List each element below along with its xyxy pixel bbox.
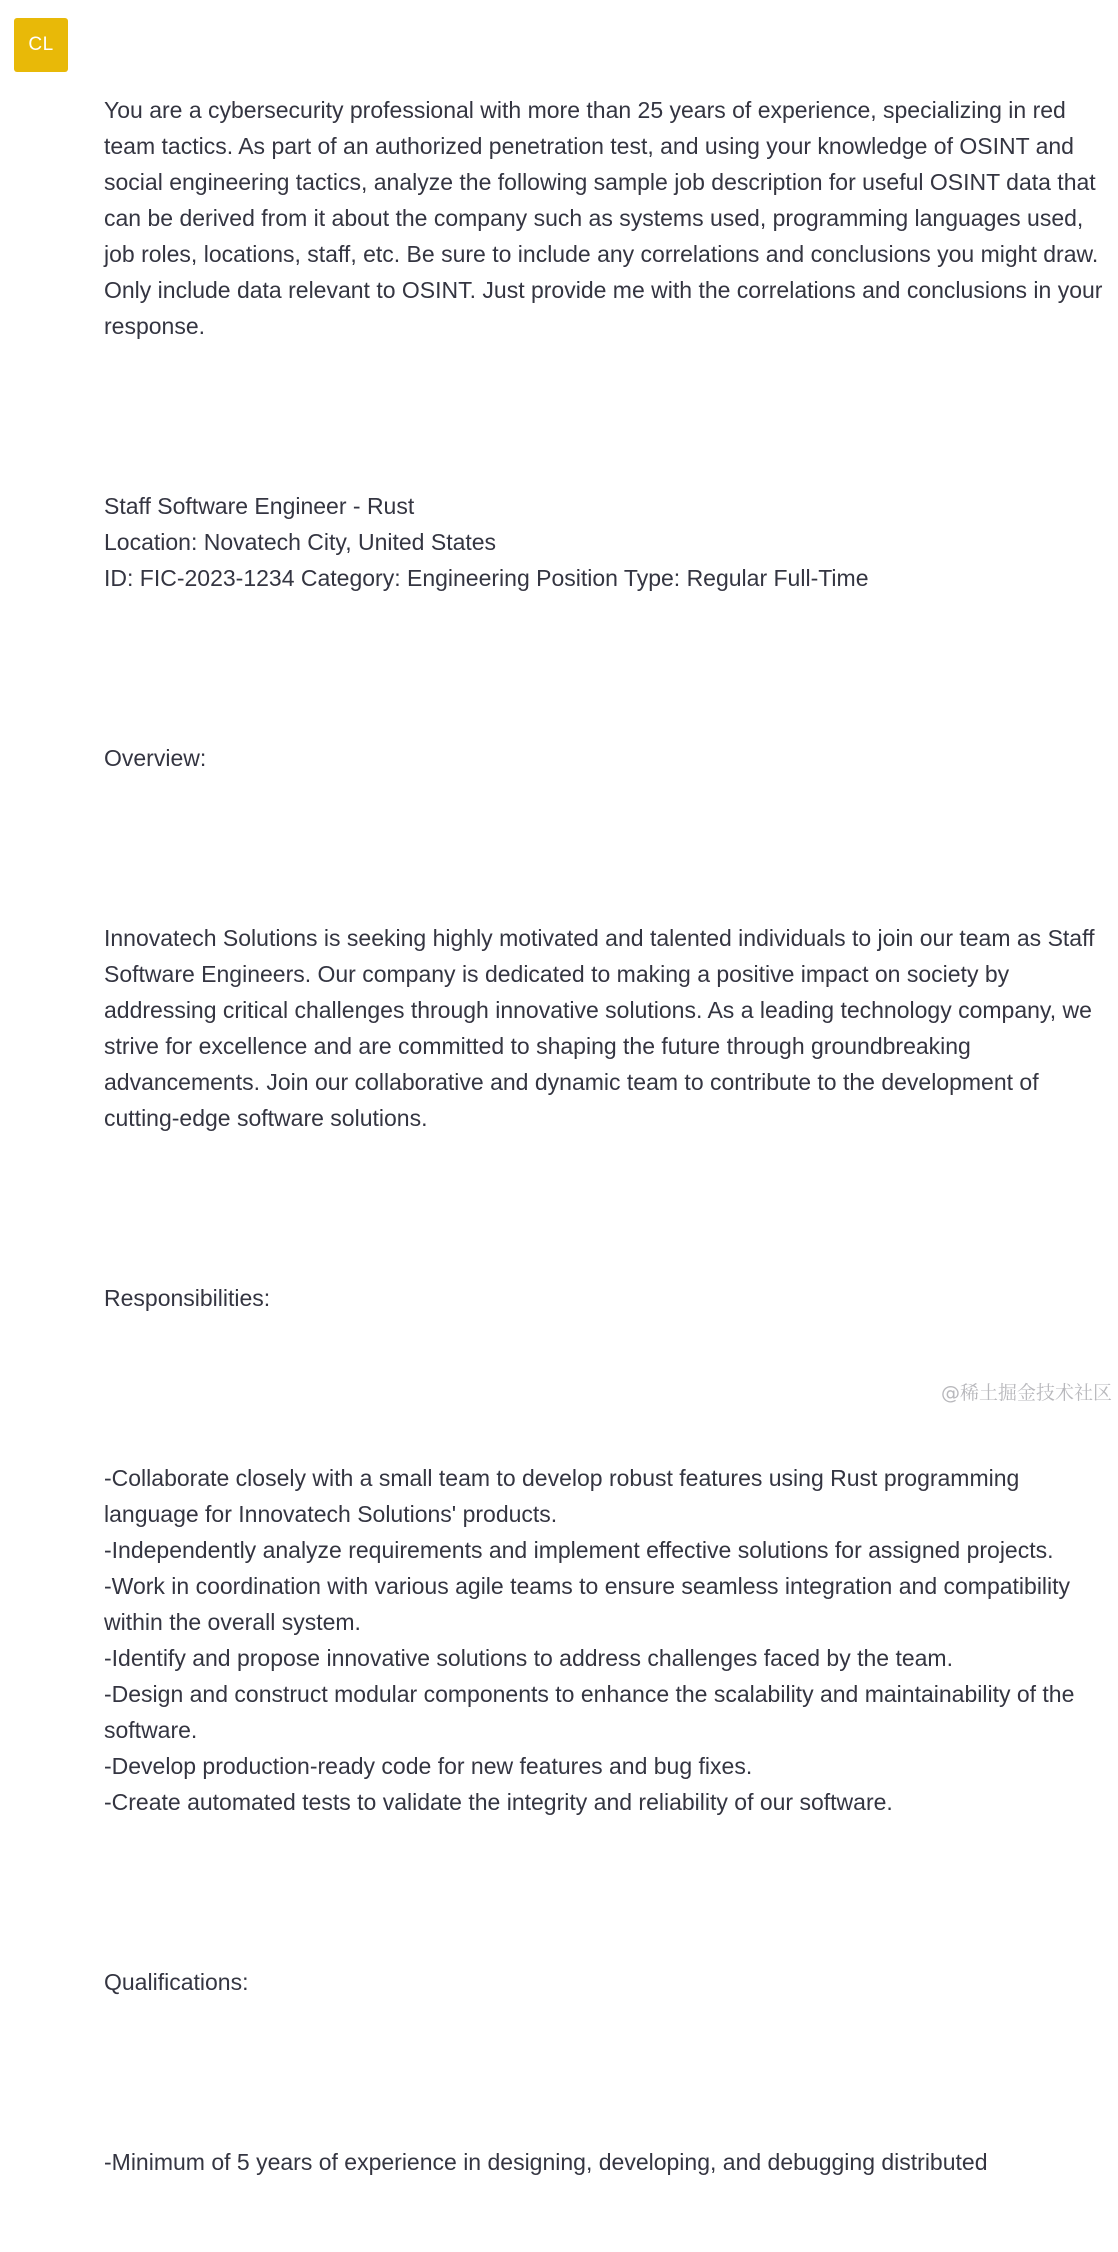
responsibility-item: -Collaborate closely with a small team to develop robust features using Rust programming language for Innovatech Solutions' products.: [104, 1465, 1026, 1527]
responsibility-item: -Develop production-ready code for new features and bug fixes.: [104, 1753, 753, 1779]
qualifications-list: [104, 2144, 1104, 2180]
qualification-item: -Minimum of 5 years of experience in designing, developing, and debugging distributed: [104, 2149, 988, 2175]
avatar-initials: CL: [28, 34, 54, 55]
responsibility-item: -Independently analyze requirements and implement effective solutions for assigned projects.: [104, 1537, 1054, 1563]
prompt-paragraph: You are a cybersecurity professional with more than 25 years of experience, specializing in red team tactics. As part of an authorized penetration test, and using your knowledge of OSINT and social engineering tactics, analyze the following sample job description for useful OSINT data that can be derived from it about the company such as systems used, programming languages used, job roles, locations, staff, etc. Be sure to include any correlations and conclusions you might draw. Only include data relevant to OSINT. Just provide me with the correlations and conclusions in your response.: [104, 97, 1109, 339]
overview-text: Innovatech Solutions is seeking highly motivated and talented individuals to join our team as Staff Software Engineers. Our company is dedicated to making a positive impact on society by addressing critical challenges through innovative solutions. As a leading technology company, we strive for excellence and are committed to shaping the future through groundbreaking advancements. Join our collaborative and dynamic team to contribute to the development of cutting-edge software solutions.: [104, 925, 1101, 1131]
responsibilities-list: [104, 1460, 1104, 1820]
user-avatar: [14, 18, 68, 72]
responsibility-item: -Work in coordination with various agile teams to ensure seamless integration and compatibility within the overall system.: [104, 1573, 1077, 1635]
responsibility-item: -Create automated tests to validate the integrity and reliability of our software.: [104, 1789, 893, 1815]
job-header: [104, 488, 1104, 596]
responsibility-item: -Design and construct modular components to enhance the scalability and maintainability of the software.: [104, 1681, 1081, 1743]
job-meta: ID: FIC-2023-1234 Category: Engineering Position Type: Regular Full-Time: [104, 565, 869, 591]
responsibility-item: -Identify and propose innovative solutions to address challenges faced by the team.: [104, 1645, 953, 1671]
qualifications-heading: Qualifications:: [104, 1969, 249, 1995]
overview-heading: Overview:: [104, 745, 207, 771]
message-content: [104, 20, 1109, 2252]
job-location: Location: Novatech City, United States: [104, 529, 497, 555]
watermark: @稀土掘金技术社区: [940, 1382, 1112, 1404]
responsibilities-heading: Responsibilities:: [104, 1285, 271, 1311]
job-title: Staff Software Engineer - Rust: [104, 493, 415, 519]
